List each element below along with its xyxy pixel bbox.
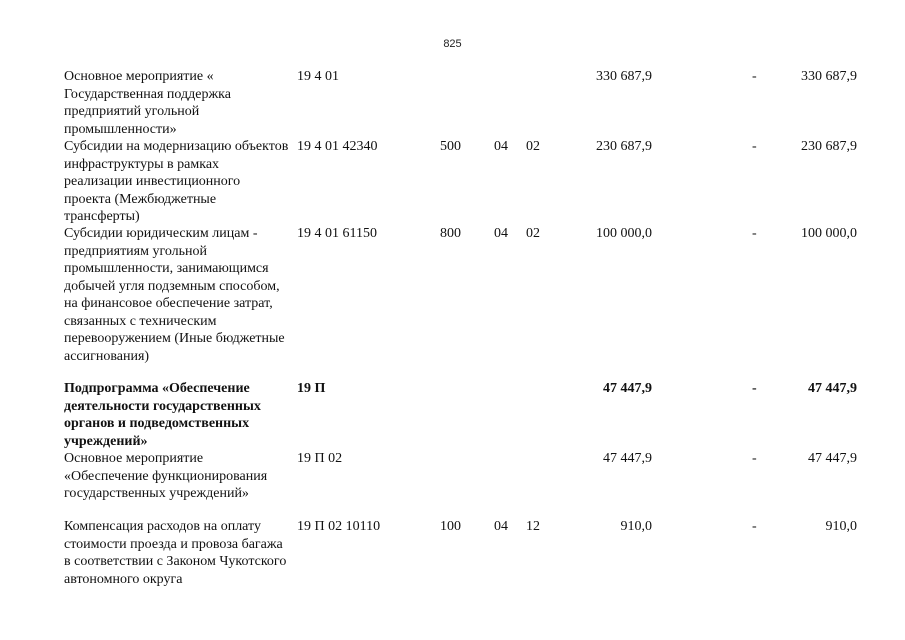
row-name: Подпрограмма «Обеспечение деятельности государственных органов и подведомственных учреждений» [64,381,261,449]
row-pr: 02 [526,226,540,241]
row-name: Субсидии юридическим лицам - предприятиям угольной промышленности, занимающимся добычей угля подземным способом, на финансовое обеспечение затрат, связанных с техническим перевооружением (Иные бюджетные ассигнования) [64,226,285,364]
row-rz: 04 [494,139,508,154]
row-total: 230 687,9 [801,139,857,154]
row-name: Компенсация расходов на оплату стоимости проезда и провоза багажа в соответствии с Законом Чукотского автономного округа [64,519,287,587]
row-total: 100 000,0 [801,226,857,241]
row-code: 19 4 01 42340 [297,139,378,154]
row-change: - [752,451,757,466]
row-rz: 04 [494,519,508,534]
row-total: 330 687,9 [801,69,857,84]
row-code: 19 4 01 61150 [297,226,377,241]
row-total: 47 447,9 [808,381,857,396]
row-code: 19 П 02 [297,451,343,466]
row-sum: 47 447,9 [603,381,652,396]
row-total: 47 447,9 [808,451,857,466]
row-sum: 47 447,9 [603,451,652,466]
row-code: 19 П 02 10110 [297,519,381,534]
row-name: Основное мероприятие « Государственная поддержка предприятий угольной промышленности» [64,69,231,137]
row-change: - [752,381,757,396]
row-name: Основное мероприятие «Обеспечение функционирования государственных учреждений» [64,451,268,501]
row-change: - [752,69,757,84]
row-pr: 12 [526,519,540,534]
row-change: - [752,226,757,241]
row-vr: 500 [440,139,461,154]
row-name: Субсидии на модернизацию объектов инфраструктуры в рамках реализации инвестиционного проекта (Межбюджетные трансферты) [64,139,289,224]
row-sum: 100 000,0 [596,226,652,241]
row-sum: 910,0 [620,519,652,534]
row-rz: 04 [494,226,508,241]
row-sum: 330 687,9 [596,69,652,84]
row-change: - [752,139,757,154]
row-vr: 100 [440,519,461,534]
row-vr: 800 [440,226,461,241]
row-code: 19 П [297,381,326,396]
row-total: 910,0 [825,519,857,534]
page-number: 825 [443,38,462,50]
row-sum: 230 687,9 [596,139,652,154]
row-pr: 02 [526,139,540,154]
row-change: - [752,519,757,534]
row-code: 19 4 01 [297,69,339,84]
